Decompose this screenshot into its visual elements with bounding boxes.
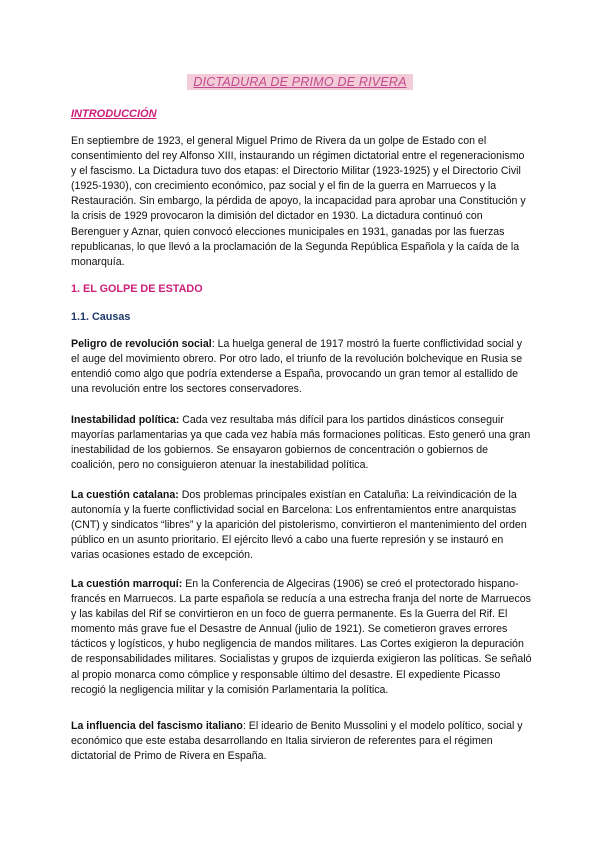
document-title	[0, 73, 600, 91]
cause-paragraph-italian-fascism	[71, 719, 532, 764]
cause-term: La cuestión marroquí:	[71, 578, 183, 590]
cause-term: La cuestión catalana:	[71, 489, 179, 501]
cause-text: Cada vez resultaba más difícil para los partidos dinásticos conseguir mayorías parlamentarias ya que cada vez había más formaciones políticas. Esto generó una gran inestabilidad de los gobiernos. Se ensayaron gobiernos de concentración o gobiernos de coalición, pero no consiguieron atenuar la inestabilidad política.	[71, 414, 531, 472]
intro-text: En septiembre de 1923, el general Miguel Primo de Rivera da un golpe de Estado con el consentimiento del rey Alfonso XIII, instaurando un régimen dictatorial entre el regeneracionismo y el fascismo. La Dictadura tuvo dos etapas: el Directorio Militar (1923-1925) y el Directorio Civil (1925-1930), con crecimiento económico, paz social y el fin de la guerra en Marruecos y la Restauración. Sin embargo, la pérdida de apoyo, la incapacidad para aprobar una Constitución y la crisis de 1929 provocaron la dimisión del dictador en 1930. La dictadura continuó con Berenguer y Aznar, quien convocó elecciones municipales en 1931, ganadas por las fuerzas republicanas, lo que llevó a la proclamación de la Segunda República Española y la caída de la monarquía.	[71, 135, 526, 268]
cause-paragraph-catalan-question	[71, 488, 532, 563]
cause-paragraph-social-revolution	[71, 337, 532, 397]
cause-term: Inestabilidad política:	[71, 414, 180, 426]
cause-text: : La huelga general de 1917 mostró la fuerte conflictividad social y el auge del movimiento obrero. Por otro lado, el triunfo de la revolución bolchevique en Rusia se entendió como algo que podría extenderse a España, provocando un gran temor al estallido de una revolución entre los sectores conservadores.	[71, 338, 523, 396]
cause-paragraph-political-instability	[71, 413, 532, 473]
section-heading: 1. EL GOLPE DE ESTADO	[71, 283, 203, 295]
cause-paragraph-moroccan-question	[71, 577, 532, 698]
cause-term: Peligro de revolución social	[71, 338, 212, 350]
intro-heading: INTRODUCCIÓN	[71, 108, 157, 120]
document-title-text: DICTADURA DE PRIMO DE RIVERA	[187, 74, 412, 90]
cause-term: La influencia del fascismo italiano	[71, 720, 243, 732]
cause-text: En la Conferencia de Algeciras (1906) se creó el protectorado hispano-francés en Marruecos. La parte española se reducía a una estrecha franja del norte de Marruecos y las kabilas del Rif se convirtieron en un foco de guerra permanente. Es la Guerra del Rif. El momento más grave fue el Desastre de Annual (julio de 1921). Se cometieron graves errores tácticos y logísticos, y hubo negligencia de mandos militares. Las Cortes exigieron la depuración de responsabilidades militares. Socialistas y grupos de izquierda exigieron las políticas. Se señaló al propio monarca como cómplice y responsable último del desastre. El expediente Picasso recogió la negligencia militar y la comisión Parlamentaria la política.	[71, 578, 532, 696]
intro-paragraph	[71, 134, 532, 270]
cause-text: Dos problemas principales existían en Cataluña: La reivindicación de la autonomía y la fuerte conflictividad social en Barcelona: Los enfrentamientos entre anarquistas (CNT) y sindicatos “libres” y la aparición del pistolerismo, convirtieron el mantenimiento del orden público en un asunto prioritario. El ejército llevó a cabo una fuerte represión y se instauró en varias ocasiones estado de excepción.	[71, 489, 527, 562]
cause-text: : El ideario de Benito Mussolini y el modelo político, social y económico que este estaba desarrollando en Italia sirvieron de referentes para el régimen dictatorial de Primo de Rivera en España.	[71, 720, 523, 763]
subsection-heading: 1.1. Causas	[71, 311, 131, 323]
